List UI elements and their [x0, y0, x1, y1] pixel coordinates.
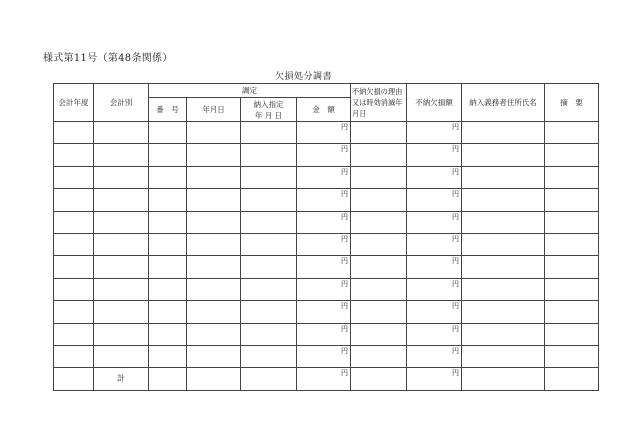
cell-payer — [462, 211, 545, 233]
table-row — [54, 256, 599, 278]
cell-payer — [462, 256, 545, 278]
form-number: 様式第11号（第48条関係） — [43, 53, 173, 64]
cell-amount: 円 — [297, 368, 351, 390]
cell-amount: 円 — [297, 166, 351, 188]
header-assessment: 調定 — [149, 84, 351, 98]
cell-fiscal-year — [54, 323, 94, 345]
cell-payer — [462, 323, 545, 345]
cell-payer — [462, 278, 545, 300]
cell-fiscal-year — [54, 122, 94, 144]
cell-date — [187, 144, 241, 166]
cell-account — [94, 278, 149, 300]
cell-amount: 円 — [297, 189, 351, 211]
cell-remarks — [545, 233, 599, 255]
cell-fiscal-year — [54, 189, 94, 211]
header-due-date — [241, 98, 297, 122]
cell-remarks — [545, 166, 599, 188]
cell-payer — [462, 301, 545, 323]
header-number: 番 号 — [149, 98, 187, 122]
cell-unpaid-reason — [351, 189, 407, 211]
cell-remarks — [545, 323, 599, 345]
cell-amount: 円 — [297, 323, 351, 345]
cell-unpaid-reason — [351, 278, 407, 300]
cell-fiscal-year — [54, 144, 94, 166]
table-row — [54, 278, 599, 300]
cell-unpaid-reason — [351, 166, 407, 188]
cell-due-date — [241, 368, 297, 390]
cell-amount: 円 — [297, 301, 351, 323]
cell-due-date — [241, 166, 297, 188]
cell-unpaid-loss-amount: 円 — [407, 301, 462, 323]
cell-due-date — [241, 144, 297, 166]
cell-unpaid-loss-amount: 円 — [407, 189, 462, 211]
cell-amount: 円 — [297, 233, 351, 255]
cell-account — [94, 233, 149, 255]
cell-number — [149, 211, 187, 233]
cell-unpaid-reason — [351, 323, 407, 345]
table-row — [54, 189, 599, 211]
cell-unpaid-reason — [351, 368, 407, 390]
cell-fiscal-year — [54, 211, 94, 233]
cell-fiscal-year — [54, 166, 94, 188]
cell-account — [94, 323, 149, 345]
cell-number — [149, 323, 187, 345]
cell-fiscal-year — [54, 233, 94, 255]
header-unpaid-reason: 不納欠損の理由又は時効消滅年月日 — [351, 84, 407, 122]
total-row — [54, 368, 599, 390]
table-row — [54, 122, 599, 144]
header-due-date-line2: 年 月 日 — [254, 110, 283, 120]
cell-unpaid-loss-amount: 円 — [407, 278, 462, 300]
cell-unpaid-loss-amount: 円 — [407, 256, 462, 278]
cell-due-date — [241, 256, 297, 278]
cell-account — [94, 301, 149, 323]
cell-number — [149, 122, 187, 144]
cell-date — [187, 323, 241, 345]
cell-date — [187, 278, 241, 300]
table-row — [54, 166, 599, 188]
cell-account — [94, 166, 149, 188]
cell-payer — [462, 144, 545, 166]
cell-unpaid-loss-amount: 円 — [407, 122, 462, 144]
cell-payer — [462, 189, 545, 211]
cell-amount: 円 — [297, 278, 351, 300]
cell-number — [149, 256, 187, 278]
cell-unpaid-reason — [351, 144, 407, 166]
header-amount: 金 額 — [297, 98, 351, 122]
cell-payer — [462, 122, 545, 144]
cell-date — [187, 256, 241, 278]
table-row — [54, 144, 599, 166]
cell-unpaid-loss-amount: 円 — [407, 345, 462, 367]
cell-remarks — [545, 122, 599, 144]
cell-fiscal-year — [54, 345, 94, 367]
cell-due-date — [241, 345, 297, 367]
cell-date — [187, 211, 241, 233]
table-row — [54, 301, 599, 323]
cell-amount: 円 — [297, 122, 351, 144]
cell-unpaid-loss-amount: 円 — [407, 144, 462, 166]
cell-fiscal-year — [54, 301, 94, 323]
cell-unpaid-reason — [351, 301, 407, 323]
cell-remarks — [545, 345, 599, 367]
cell-number — [149, 345, 187, 367]
cell-unpaid-loss-amount: 円 — [407, 323, 462, 345]
disposal-record-table — [53, 83, 599, 391]
table-row — [54, 323, 599, 345]
header-unpaid-loss-amount: 不納欠損額 — [407, 84, 462, 122]
cell-payer — [462, 166, 545, 188]
cell-due-date — [241, 323, 297, 345]
cell-remarks — [545, 189, 599, 211]
cell-date — [187, 345, 241, 367]
cell-due-date — [241, 189, 297, 211]
cell-remarks — [545, 256, 599, 278]
cell-payer — [462, 368, 545, 390]
cell-fiscal-year — [54, 368, 94, 390]
cell-number — [149, 166, 187, 188]
cell-due-date — [241, 211, 297, 233]
cell-unpaid-reason — [351, 256, 407, 278]
cell-number — [149, 144, 187, 166]
header-account: 会計別 — [94, 84, 149, 122]
cell-account — [94, 256, 149, 278]
cell-date — [187, 368, 241, 390]
cell-unpaid-loss-amount: 円 — [407, 368, 462, 390]
cell-due-date — [241, 278, 297, 300]
cell-payer — [462, 233, 545, 255]
cell-number — [149, 278, 187, 300]
header-fiscal-year: 会計年度 — [54, 84, 94, 122]
cell-remarks — [545, 144, 599, 166]
cell-account — [94, 211, 149, 233]
cell-number — [149, 368, 187, 390]
cell-payer — [462, 345, 545, 367]
cell-account — [94, 345, 149, 367]
cell-due-date — [241, 233, 297, 255]
cell-amount: 円 — [297, 256, 351, 278]
cell-account: 計 — [94, 368, 149, 390]
cell-remarks — [545, 368, 599, 390]
cell-remarks — [545, 211, 599, 233]
cell-fiscal-year — [54, 256, 94, 278]
cell-date — [187, 166, 241, 188]
cell-unpaid-reason — [351, 211, 407, 233]
cell-date — [187, 189, 241, 211]
cell-due-date — [241, 301, 297, 323]
table-row — [54, 345, 599, 367]
cell-fiscal-year — [54, 278, 94, 300]
cell-unpaid-reason — [351, 122, 407, 144]
header-remarks: 摘 要 — [545, 84, 599, 122]
cell-unpaid-reason — [351, 233, 407, 255]
cell-date — [187, 301, 241, 323]
cell-unpaid-loss-amount: 円 — [407, 233, 462, 255]
header-date: 年月日 — [187, 98, 241, 122]
cell-number — [149, 301, 187, 323]
cell-unpaid-loss-amount: 円 — [407, 211, 462, 233]
header-row-1 — [54, 84, 599, 98]
cell-account — [94, 122, 149, 144]
cell-unpaid-reason — [351, 345, 407, 367]
cell-account — [94, 144, 149, 166]
cell-amount: 円 — [297, 211, 351, 233]
document-title: 欠損処分調書 — [275, 72, 333, 82]
cell-remarks — [545, 278, 599, 300]
cell-number — [149, 233, 187, 255]
table-row — [54, 233, 599, 255]
cell-date — [187, 122, 241, 144]
cell-amount: 円 — [297, 144, 351, 166]
cell-amount: 円 — [297, 345, 351, 367]
cell-remarks — [545, 301, 599, 323]
header-payer: 納入義務者住所氏名 — [462, 84, 545, 122]
cell-date — [187, 233, 241, 255]
cell-unpaid-loss-amount: 円 — [407, 166, 462, 188]
cell-account — [94, 189, 149, 211]
cell-number — [149, 189, 187, 211]
table-row — [54, 211, 599, 233]
header-due-date-line1: 納入指定 — [253, 99, 284, 109]
cell-due-date — [241, 122, 297, 144]
